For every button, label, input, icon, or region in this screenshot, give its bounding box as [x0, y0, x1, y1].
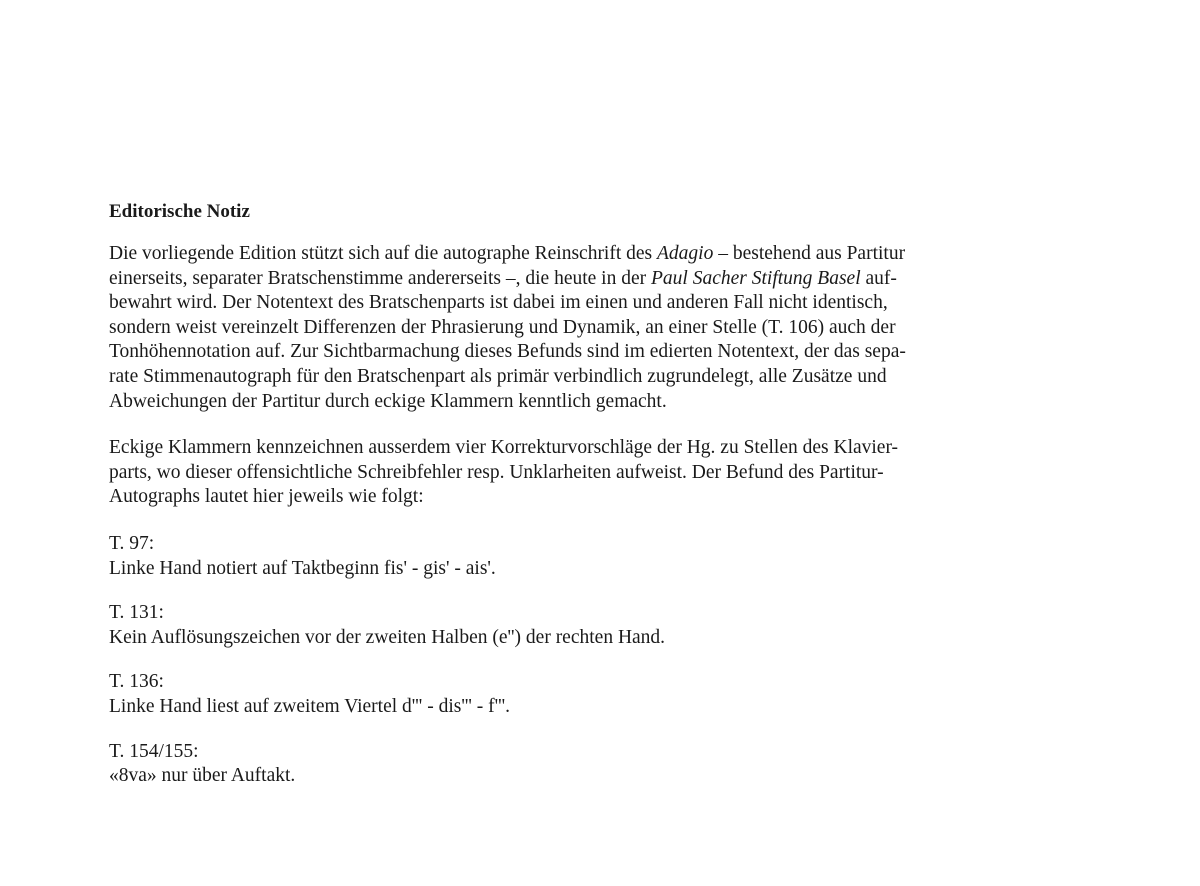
paragraph-line: parts, wo dieser offensichtliche Schreibfehler resp. Unklarheiten aufweist. Der Befund des Partitur-: [109, 461, 884, 483]
note-text: Kein Auflösungszeichen vor der zweiten Halben (e'') der rechten Hand.: [109, 626, 666, 648]
work-title: Adagio: [657, 243, 714, 264]
text-span: – bestehend aus Partitur: [713, 243, 906, 264]
paragraph-line: sondern weist vereinzelt Differenzen der Phrasierung und Dynamik, an einer Stelle (T. 106) auch der: [109, 316, 896, 338]
note-text: Linke Hand liest auf zweitem Viertel d''' - dis''' - f'''.: [109, 695, 511, 717]
note-item: [109, 532, 1139, 581]
archive-name: Paul Sacher Stiftung Basel: [651, 267, 861, 289]
paragraph-line: bewahrt wird. Der Notentext des Bratschenparts ist dabei im einen und anderen Fall nicht identisch,: [109, 292, 888, 314]
text-span: auf-: [860, 267, 897, 289]
paragraph-line: Autographs lautet hier jeweils wie folgt:: [109, 486, 424, 508]
paragraph-corrections: [109, 436, 1139, 510]
paragraph-line: Tonhöhennotation auf. Zur Sichtbarmachung dieses Befunds sind im edierten Notentext, der das sepa-: [109, 341, 906, 363]
note-measure: T. 97:: [109, 532, 155, 554]
note-item: [109, 740, 1139, 789]
paragraph-line: [109, 242, 1139, 267]
note-text: «8va» nur über Auftakt.: [109, 765, 296, 787]
paragraph-edition-source: [109, 242, 1139, 414]
note-measure: T. 136:: [109, 671, 164, 693]
document-page: [109, 200, 1139, 809]
paragraph-line: Abweichungen der Partitur durch eckige Klammern kenntlich gemacht.: [109, 390, 667, 412]
text-span: Die vorliegende Edition stützt sich auf die autographe Reinschrift des: [109, 243, 658, 264]
note-item: [109, 601, 1139, 650]
paragraph-line: Eckige Klammern kennzeichnen ausserdem vier Korrekturvorschläge der Hg. zu Stellen des Klavier-: [109, 437, 899, 459]
note-measure: T. 131:: [109, 602, 164, 624]
note-text: Linke Hand notiert auf Taktbeginn fis' - gis' - ais'.: [109, 557, 496, 579]
paragraph-line: [109, 267, 1139, 292]
note-measure: T. 154/155:: [109, 740, 199, 762]
paragraph-line: rate Stimmenautograph für den Bratschenpart als primär verbindlich zugrundelegt, alle Zusätze und: [109, 365, 887, 387]
text-span: einerseits, separater Bratschenstimme andererseits –, die heute in der: [109, 267, 652, 289]
section-heading: Editorische Notiz: [109, 201, 250, 222]
note-item: [109, 670, 1139, 719]
